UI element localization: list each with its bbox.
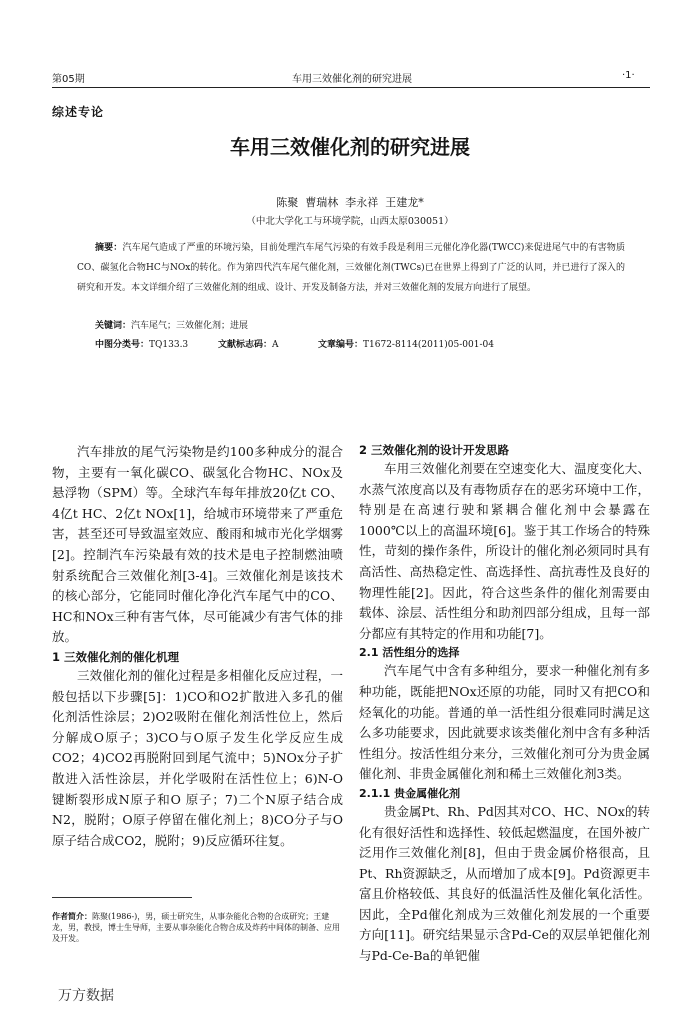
wanfang-watermark: 万方数据: [58, 988, 114, 1004]
author-footnote: [52, 911, 343, 944]
section-2-1-1-paragraph: 贵金属Pt、Rh、Pd因其对CO、HC、NOx的转化有很好活性和选择性、较低起燃温度，在国外被广泛用作三效催化剂[8]，但由于贵金属价格很高，且Pt、Rh资源缺乏，从而增加了成本[9]。Pd资源更丰富且价格较低、其良好的低温活性及催化氧化活性。因此，全Pd催化剂成为三效催化剂发展的一个重要方向[11]。研究结果显示含Pd-Ce的双层单钯催化剂与Pd-Ce-Ba的单钯催: [359, 803, 650, 964]
section-2-1-paragraph: 汽车尾气中含有多种组分，要求一种催化剂有多种功能，既能把NOx还原的功能，同时又有把CO和烃氧化的功能。普通的单一活性组分很难同时满足这么多功能要求，因此就要求该类催化剂中含有多种活性组分。按活性组分来分，三效催化剂可分为贵金属催化剂、非贵金属催化剂和稀土三效催化剂3类。: [359, 663, 650, 782]
abstract-text: 汽车尾气造成了严重的环境污染，目前处理汽车尾气污染的有效手段是利用三元催化净化器(TWCC)来促进尾气中的有害物质CO、碳氢化合物HC与NOx的转化。作为第四代汽车尾气催化剂，三效催化剂(TWCs)已在世界上得到了广泛的认同，并已进行了深入的研究和开发。本文详细介绍了三效催化剂的组成、设计、开发及制备方法，并对三效催化剂的发展方向进行了展望。: [77, 243, 625, 293]
page-number: ·1·: [622, 70, 635, 81]
running-title: 车用三效催化剂的研究进展: [292, 74, 412, 85]
abstract-label: 摘要：: [95, 243, 123, 253]
classification-value: TQ133.3: [149, 340, 189, 350]
document-code-value: A: [272, 340, 279, 350]
section-2-1-1-heading: 2.1.1 贵金属催化剂: [359, 786, 461, 800]
section-2-heading: 2 三效催化剂的设计开发思路: [359, 443, 510, 457]
column-tag: 综述专论: [52, 105, 105, 119]
document-code-label: 文献标志码：: [218, 340, 273, 350]
affiliation: （中北大学化工与环境学院，山西太原030051）: [246, 216, 454, 227]
classification-label: 中图分类号：: [95, 340, 150, 350]
paper-title: 车用三效催化剂的研究进展: [230, 135, 470, 159]
keywords: [95, 318, 248, 331]
author-list: 陈聚 曹瑞林 李永祥 王建龙*: [276, 196, 424, 209]
intro-paragraph: 汽车排放的尾气污染物是约100多种成分的混合物，主要有一氧化碳CO、碳氢化合物HC、NOx及悬浮物（SPM）等。全球汽车每年排放20亿t CO、4亿t HC、2亿t NOx[1]，给城市环境带来了严重危害，甚至还可导致温室效应、酸雨和城市光化学烟雾[2]。控制汽车污染最有效的技术是电子控制燃油喷射系统配合三效催化剂[3-4]。三效催化剂是该技术的核心部分，它能同时催化净化汽车尾气中的CO、HC和NOx三种有害气体，尽可能减少有害气体的排放。: [52, 444, 343, 645]
abstract: [77, 238, 625, 298]
footnote-text: 陈聚(1986-)，男，硕士研究生，从事杂能化合物的合成研究；王建龙，男，教授，博士生导师，主要从事杂能化合物合成及炸药中间体的制备、应用及开发。: [52, 912, 340, 943]
footnote-rule: [52, 897, 192, 898]
classification-number: [95, 337, 188, 350]
section-1-heading: 1 三效催化剂的催化机理: [52, 649, 180, 664]
right-column: [359, 442, 650, 967]
left-column: [52, 442, 343, 851]
section-2-paragraph: 车用三效催化剂要在空速变化大、温度变化大、水蒸气浓度高以及有毒物质存在的恶劣环境中工作，特别是在高速行驶和紧耦合催化剂中会暴露在1000℃以上的高温环境[6]。鉴于其工作场合的特殊性，苛刻的操作条件，所设计的催化剂必须同时具有高活性、高热稳定性、高选择性、高抗毒性及良好的物理性能[2]。因此，符合这些条件的催化剂需要由载体、涂层、活性组分和助剂四部分组成，且每一部分都应有其特定的作用和功能[7]。: [359, 461, 650, 641]
section-2-1-heading: 2.1 活性组分的选择: [359, 646, 460, 660]
keywords-text: 汽车尾气；三效催化剂；进展: [131, 321, 249, 331]
footnote-label: 作者简介：: [52, 911, 92, 921]
header-rule: [52, 87, 650, 88]
document-code: [218, 337, 279, 350]
article-id: [318, 337, 494, 350]
keywords-label: 关键词：: [95, 321, 132, 331]
article-id-value: T1672-8114(2011)05-001-04: [363, 340, 494, 350]
section-1-paragraph: 三效催化剂的催化过程是多相催化反应过程，一般包括以下步骤[5]：1)CO和O2扩散进入多孔的催化剂活性涂层；2)O2吸附在催化剂活性位上，然后分解成O原子；3)CO与O原子发生化学反应生成CO2；4)CO2再脱附回到尾气流中；5)NOx分子扩散进入活性涂层，并化学吸附在活性位上；6)N-O 键断裂形成N原子和O 原子；7)二个N原子结合成N2，脱附；O原子停留在催化剂上；8)CO分子与O原子结合成CO2，脱附；9)反应循环往复。: [52, 667, 343, 848]
article-id-label: 文章编号：: [318, 340, 364, 350]
issue-number: 第05期: [52, 74, 85, 85]
